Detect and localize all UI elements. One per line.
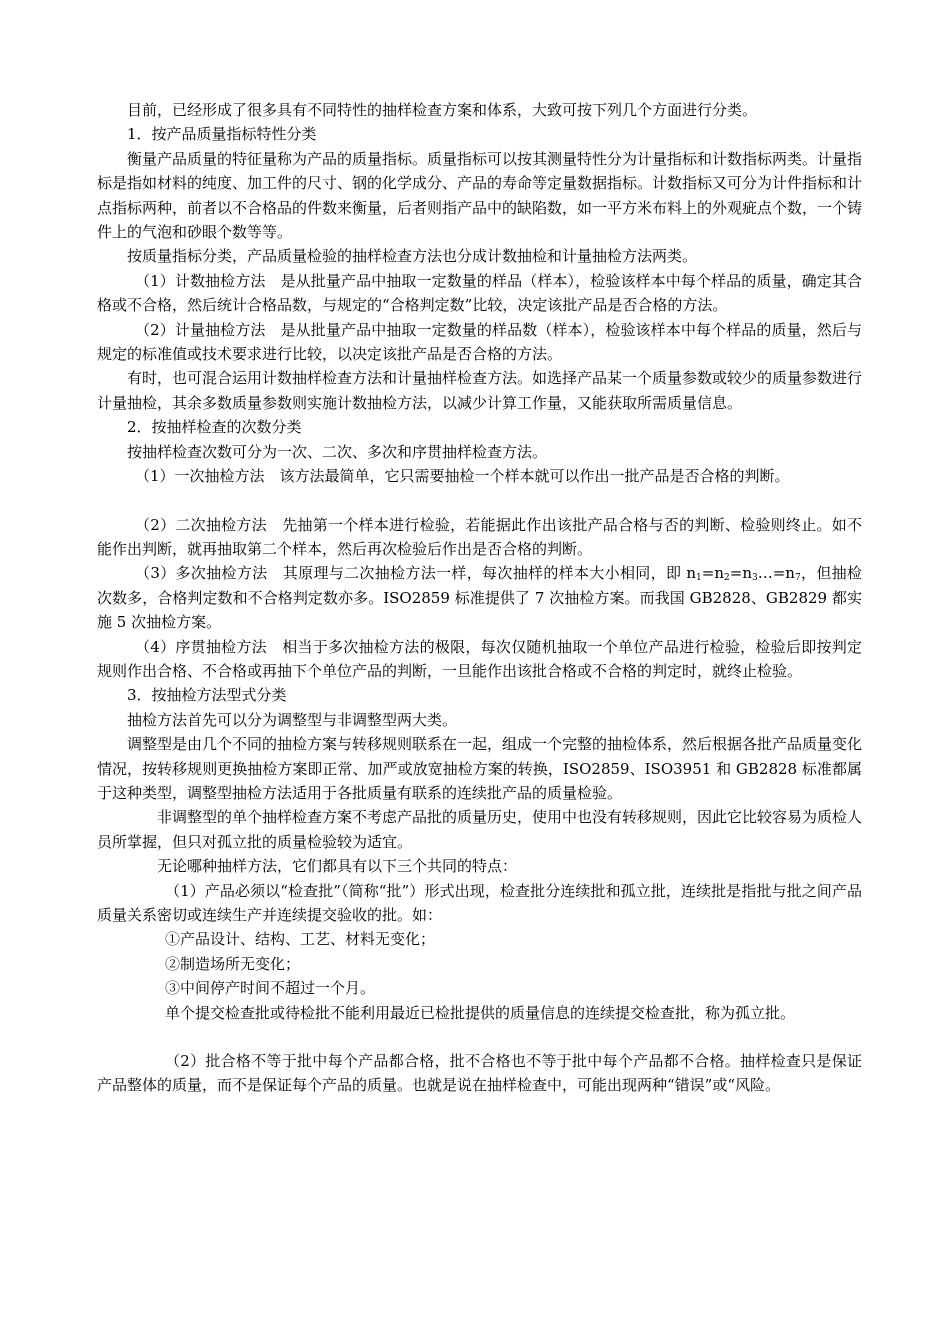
heading-sampling-times: 2．按抽样检查的次数分类: [127, 418, 302, 437]
subscript-7: 7: [794, 573, 801, 584]
paragraph-feature-1: （1）产品必须以“检查批”（简称“批”）形式出现，检查批分连续批和孤立批，连续批是指批与批之间产品质量关系密切或连续生产并连续提交验收的批。如：: [97, 881, 862, 924]
paragraph-adjusted-type: 调整型是由几个不同的抽检方案与转移规则联系在一起，组成一个完整的抽检体系，然后根据各批产品质量变化情况，按转移规则更换抽检方案即正常、加严或放宽抽检方案的转换，ISO2859、ISO3951 和 GB2828 标准都属于这种类型，调整型抽检方法适用于各批质量有联系的连续批产品的质量检验。: [97, 735, 863, 802]
blank-line: [97, 489, 862, 513]
paragraph-isolated-batch: 单个提交检查批或待检批不能利用最近已检批提供的质量信息的连续提交检查批，称为孤立批。: [165, 1003, 796, 1022]
paragraph-non-adjusted-type: 非调整型的单个抽样检查方案不考虑产品批的质量历史，使用中也没有转移规则，因此它比较容易为质检人员所掌握，但只对孤立批的质量检验较为适宜。: [97, 808, 863, 851]
paragraph-sequential-sampling: （4）序贯抽检方法 相当于多次抽检方法的极限，每次仅随机抽取一个单位产品进行检验，检验后即按判定规则作出合格、不合格或再抽下个单位产品的判断，一旦能作出该批合格或不合格的判定时，就终止检验。: [97, 637, 862, 680]
paragraph-multiple-sampling: [97, 561, 862, 634]
heading-quality-indicator: 1．按产品质量指标特性分类: [127, 125, 317, 144]
equation-part-3: …=n: [757, 564, 795, 583]
paragraph-feature-2: （2）批合格不等于批中每个产品都合格，批不合格也不等于批中每个产品都不合格。抽样检查只是保证产品整体的质量，而不是保证每个产品的质量。也就是说在抽样检查中，可能出现两种“错误”或“风险。: [97, 1052, 862, 1095]
paragraph-method-type: 抽检方法首先可以分为调整型与非调整型两大类。: [127, 710, 458, 729]
paragraph-mixed-method: 有时，也可混合运用计数抽样检查方法和计量抽样检查方法。如选择产品某一个质量参数或较少的质量参数进行计量抽检，其余多数质量参数则实施计数抽检方法，以减少计算工作量，又能获取所需质量信息。: [97, 369, 863, 412]
paragraph-double-sampling: （2）二次抽检方法 先抽第一个样本进行检验，若能据此作出该批产品合格与否的判断、检验则终止。如不能作出判断，就再抽取第二个样本，然后再次检验后作出是否合格的判断。: [97, 515, 862, 558]
subscript-1: 1: [696, 573, 702, 584]
paragraph-intro: 目前，已经形成了很多具有不同特性的抽样检查方案和体系，大致可按下列几个方面进行分类。: [127, 101, 758, 119]
paragraph-classification: 按质量指标分类，产品质量检验的抽样检查方法也分成计数抽检和计量抽检方法两类。: [127, 247, 698, 266]
subscript-3: 3: [751, 573, 758, 584]
paragraph-quality-indicator: 衡量产品质量的特征量称为产品的质量指标。质量指标可以按其测量特性分为计量指标和计数指标两类。计量指标是指如材料的纯度、加工件的尺寸、钢的化学成分、产品的寿命等定量数据指标。计数指标又可分为计件指标和计点指标两种，前者以不合格品的件数来衡量，后者则指产品中的缺陷数，如一平方米布料上的外观疵点个数，一个铸件上的气泡和砂眼个数等等。: [97, 149, 863, 242]
list-item-design: ①产品设计、结构、工艺、材料无变化；: [165, 930, 436, 949]
blank-line: [97, 1025, 862, 1049]
paragraph-count-method: （1）计数抽检方法 是从批量产品中抽取一定数量的样品（样本），检验该样本中每个样品的质量，确定其合格或不合格，然后统计合格品数，与规定的“合格判定数”比较，决定该批产品是否合格的方法。: [97, 271, 862, 315]
heading-method-type: 3．按抽检方法型式分类: [127, 686, 287, 705]
paragraph-common-features: 无论哪种抽样方法，它们都具有以下三个共同的特点：: [157, 857, 518, 876]
subscript-2: 2: [724, 573, 730, 584]
equation-part-2: =n: [729, 564, 752, 583]
list-item-site: ②制造场所无变化；: [165, 954, 301, 973]
equation-part-1: =n: [701, 564, 725, 583]
paragraph-single-sampling: （1）一次抽检方法 该方法最简单，它只需要抽检一个样本就可以作出一批产品是否合格的判断。: [135, 467, 790, 486]
paragraph-measure-method: （2）计量抽检方法 是从批量产品中抽取一定数量的样品数（样本），检验该样本中每个样品的质量，然后与规定的标准值或技术要求进行比较，以决定该批产品是否合格的方法。: [97, 320, 862, 364]
list-item-downtime: ③中间停产时间不超过一个月。: [165, 979, 376, 998]
multiple-sampling-text-b: ，但抽检次数多，合格判定数和不合格判定数亦多。ISO2859 标准提供了 7 次抽检方案。而我国 GB2828、GB2829 都实施 5 次抽检方案。: [97, 564, 862, 632]
paragraph-sampling-times: 按抽样检查次数可分为一次、二次、多次和序贯抽样检查方法。: [127, 442, 548, 461]
multiple-sampling-text-a: （3）多次抽检方法 其原理与二次抽检方法一样，每次抽样的样本大小相同，即 n: [135, 564, 697, 583]
document-page: [97, 98, 862, 1098]
